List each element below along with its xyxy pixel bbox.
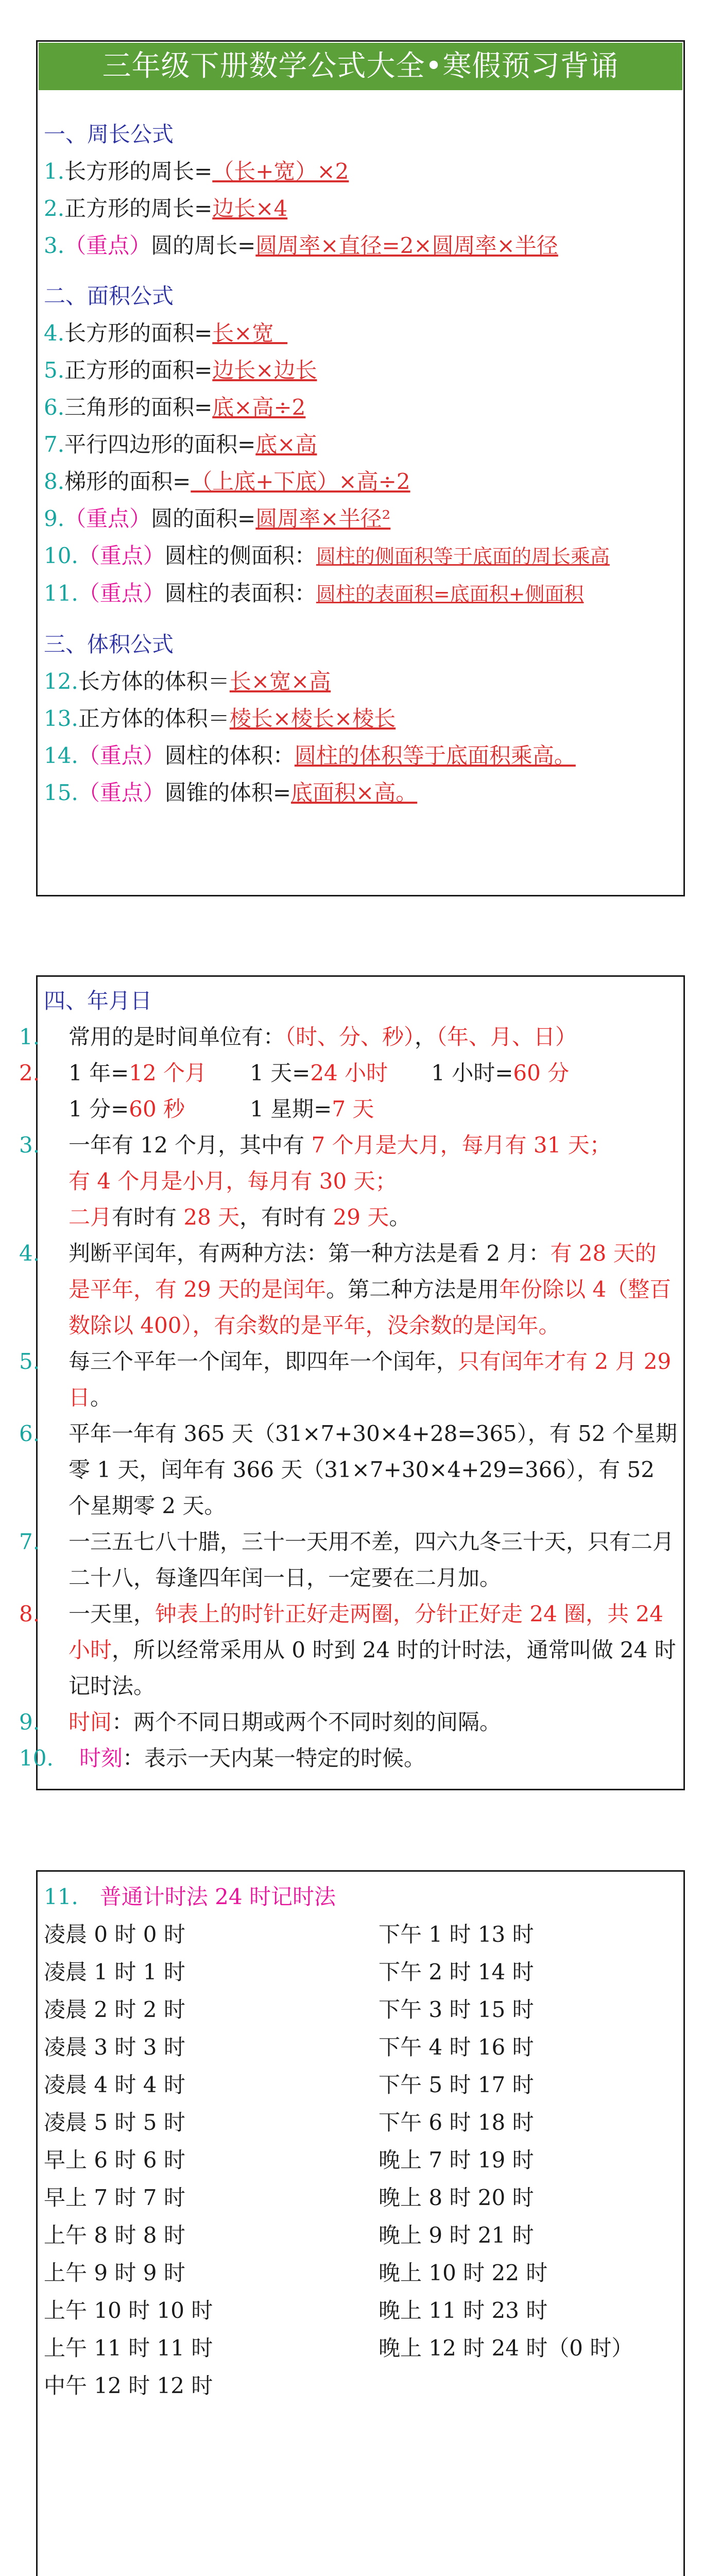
important-tag: （重点） xyxy=(78,581,165,606)
item-number: 5. xyxy=(44,358,65,383)
item-number: 4. xyxy=(44,320,65,346)
list-item xyxy=(19,1416,677,1524)
item-text: 。 xyxy=(389,1205,411,1230)
item-text: 1 天= xyxy=(250,1060,311,1086)
clock-row: 晚上 8 时 20 时 xyxy=(379,2185,534,2210)
formula-answer: （长+宽）×2 xyxy=(212,159,349,184)
item-highlight: 28 天 xyxy=(183,1205,240,1230)
section-heading-clock xyxy=(44,1878,677,1916)
item-highlight: 12 个月 xyxy=(129,1060,207,1086)
page-title: 三年级下册数学公式大全•寒假预习背诵 xyxy=(39,43,682,90)
formula-answer: 长×宽 xyxy=(212,320,288,346)
formula-card xyxy=(36,40,685,896)
formula-answer: （上底+下底）×高÷2 xyxy=(191,469,410,494)
clock-column-right xyxy=(379,1916,677,2404)
formula-label: 三角形的面积= xyxy=(64,395,213,420)
list-item xyxy=(19,1055,677,1091)
item-number: 7. xyxy=(44,432,65,457)
clock-row: 凌晨 4 时 4 时 xyxy=(44,2072,185,2097)
clock-title: 普通计时法 24 时记时法 xyxy=(99,1884,336,1909)
item-highlight: 有 28 天的是平年，有 29 天的是闰年 xyxy=(68,1241,657,1302)
item-number: 11. xyxy=(44,1884,78,1909)
section-heading-perimeter: 一、周长公式 xyxy=(44,122,174,147)
list-item xyxy=(19,1235,677,1344)
formula-item xyxy=(44,227,677,264)
item-highlight: 7 天 xyxy=(332,1096,374,1122)
clock-row: 晚上 9 时 21 时 xyxy=(379,2223,534,2248)
list-item-continued xyxy=(44,1091,677,1127)
clock-row: 凌晨 2 时 2 时 xyxy=(44,1997,185,2022)
item-text: 判断平闰年，有两种方法：第一种方法是看 2 月： xyxy=(68,1241,551,1266)
item-number: 2. xyxy=(19,1060,40,1086)
clock-row: 凌晨 1 时 1 时 xyxy=(44,1959,185,1985)
item-number: 1. xyxy=(19,1024,40,1049)
list-item xyxy=(19,1019,677,1055)
item-number: 8. xyxy=(44,469,65,494)
clock-row: 中午 12 时 12 时 xyxy=(44,2373,213,2398)
formula-item xyxy=(44,700,677,737)
formula-answer: 棱长×棱长×棱长 xyxy=(229,706,396,731)
formula-label: 长方形的周长= xyxy=(64,159,213,184)
list-item xyxy=(19,1704,677,1740)
item-highlight: 29 天 xyxy=(333,1205,389,1230)
item-highlight: 年份除以 4（整百数除以 400），有余数的是平年，没余数的是闰年。 xyxy=(68,1277,672,1338)
formula-item xyxy=(44,426,677,463)
formula-label: 正方形的周长= xyxy=(64,196,213,221)
important-tag: （重点） xyxy=(64,506,151,531)
item-text: ， xyxy=(415,1024,437,1049)
item-text: 一天里， xyxy=(68,1601,156,1626)
item-text: 每三个平年一个闰年，即四年一个闰年， xyxy=(68,1349,458,1374)
item-number: 1. xyxy=(44,159,65,184)
important-tag: （重点） xyxy=(78,543,165,568)
list-item xyxy=(19,1127,677,1235)
item-text: ，所以经常采用从 0 时到 24 时的计时法，通常叫做 24 时记时法。 xyxy=(68,1637,676,1699)
item-number: 9. xyxy=(19,1709,40,1735)
clock-row: 凌晨 5 时 5 时 xyxy=(44,2110,185,2135)
clock-row: 晚上 10 时 22 时 xyxy=(379,2260,548,2285)
clock-row: 下午 1 时 13 时 xyxy=(379,1922,534,1947)
clock-row: 上午 11 时 11 时 xyxy=(44,2335,213,2361)
item-highlight: 7 个月是大月，每月有 31 天； xyxy=(311,1132,611,1158)
formula-answer: 圆柱的体积等于底面积乘高。 xyxy=(294,743,576,768)
section-heading-volume: 三、体积公式 xyxy=(44,632,174,657)
item-highlight: 钟表上的时针正好走两圈，分针正好走 24 圈，共 24 小时 xyxy=(68,1601,663,1663)
formula-answer: 底×高 xyxy=(255,432,317,457)
item-highlight: 24 小时 xyxy=(310,1060,388,1086)
section-heading-area: 二、面积公式 xyxy=(44,283,174,309)
formula-item xyxy=(44,190,677,227)
formula-label: 平行四边形的面积= xyxy=(64,432,256,457)
formula-label: 长方形的面积= xyxy=(64,320,213,346)
item-highlight: 60 分 xyxy=(513,1060,570,1086)
clock-row: 上午 10 时 10 时 xyxy=(44,2298,213,2323)
item-number: 12. xyxy=(44,669,78,694)
formula-item xyxy=(44,352,677,389)
item-number: 11. xyxy=(44,581,78,606)
clock-column-left xyxy=(44,1916,379,2404)
formula-label: 长方体的体积＝ xyxy=(78,669,230,694)
item-text: 平年一年有 365 天（31×7+30×4+28=365），有 52 个星期零 1 天，闰年有 366 天（31×7+30×4+29=366），有 52 个星期零 2 天。 xyxy=(68,1421,677,1518)
item-highlight: 60 秒 xyxy=(129,1096,185,1122)
formula-item xyxy=(44,537,677,575)
item-text: 一年有 12 个月，其中有 xyxy=(68,1132,312,1158)
item-number: 8. xyxy=(19,1601,40,1626)
formula-item xyxy=(44,774,677,811)
list-item xyxy=(19,1740,677,1776)
formula-answer: 圆周率×直径=2×圆周率×半径 xyxy=(255,233,558,258)
formula-item xyxy=(44,500,677,537)
formula-answer: 边长×边长 xyxy=(212,358,317,383)
formula-item xyxy=(44,663,677,700)
formula-answer: 圆柱的侧面积等于底面的周长乘高 xyxy=(316,545,610,568)
item-number: 3. xyxy=(44,233,65,258)
important-tag: （重点） xyxy=(78,743,165,768)
clock-row: 晚上 12 时 24 时（0 时） xyxy=(379,2335,633,2361)
clock-row: 上午 9 时 9 时 xyxy=(44,2260,185,2285)
item-number: 2. xyxy=(44,196,65,221)
item-text: 。第二种方法是用 xyxy=(326,1277,500,1302)
clock-row: 下午 5 时 17 时 xyxy=(379,2072,534,2097)
formula-label: 梯形的面积= xyxy=(64,469,191,494)
formula-list xyxy=(38,116,683,811)
item-text: ，有时有 xyxy=(239,1205,333,1230)
list-item xyxy=(19,1344,677,1416)
item-highlight: 时刻 xyxy=(79,1745,123,1771)
clock-row: 上午 8 时 8 时 xyxy=(44,2223,185,2248)
important-tag: （重点） xyxy=(78,780,165,805)
item-number: 10. xyxy=(19,1745,54,1771)
important-tag: （重点） xyxy=(64,233,151,258)
item-number: 5. xyxy=(19,1349,40,1374)
formula-label: 圆的周长= xyxy=(151,233,256,258)
formula-answer: 边长×4 xyxy=(212,196,288,221)
formula-label: 圆锥的体积= xyxy=(164,780,291,805)
formula-item xyxy=(44,153,677,190)
item-highlight: 只有闰年才有 2 月 29 日 xyxy=(68,1349,672,1410)
clock-row: 早上 6 时 6 时 xyxy=(44,2147,185,2173)
perimeter-list xyxy=(44,153,677,264)
item-number: 7. xyxy=(19,1529,40,1554)
formula-answer: 圆柱的表面积=底面积+侧面积 xyxy=(316,583,584,605)
item-highlight: （时、分、秒） xyxy=(285,1024,415,1049)
item-number: 9. xyxy=(44,506,65,531)
formula-label: 正方形的面积= xyxy=(64,358,213,383)
clock-row: 晚上 11 时 23 时 xyxy=(379,2298,548,2323)
clock-card xyxy=(36,1870,685,2576)
clock-row: 凌晨 0 时 0 时 xyxy=(44,1922,185,1947)
item-text: 。 xyxy=(90,1385,112,1410)
formula-answer: 圆周率×半径² xyxy=(255,506,391,531)
item-text: ：表示一天内某一特定的时候。 xyxy=(123,1745,426,1771)
item-highlight: 有 4 个月是小月，每月有 30 天； xyxy=(68,1168,397,1194)
formula-label: 圆柱的表面积： xyxy=(164,581,316,606)
item-highlight: （年、月、日） xyxy=(436,1024,577,1049)
item-highlight: 时间 xyxy=(68,1709,112,1735)
clock-row: 下午 3 时 15 时 xyxy=(379,1997,534,2022)
item-number: 14. xyxy=(44,743,78,768)
item-number: 3. xyxy=(19,1132,40,1158)
formula-label: 圆柱的体积： xyxy=(164,743,295,768)
section-heading-time: 四、年月日 xyxy=(44,988,152,1013)
area-list xyxy=(44,315,677,613)
list-item xyxy=(19,1524,677,1596)
formula-answer: 底面积×高。 xyxy=(291,780,418,805)
item-text: 一三五七八十腊，三十一天用不差，四六九冬三十天，只有二月二十八，每逢四年闰一日，一定要在二月加。 xyxy=(68,1529,675,1590)
clock-table xyxy=(44,1916,677,2404)
clock-row: 早上 7 时 7 时 xyxy=(44,2185,185,2210)
item-number: 6. xyxy=(44,395,65,420)
item-number: 10. xyxy=(44,543,78,568)
formula-label: 圆的面积= xyxy=(151,506,256,531)
clock-row: 下午 4 时 16 时 xyxy=(379,2035,534,2060)
item-text: 1 星期= xyxy=(250,1096,332,1122)
item-highlight: 二月 xyxy=(68,1205,112,1230)
item-text: 1 小时= xyxy=(431,1060,513,1086)
formula-item xyxy=(44,575,677,613)
item-text: 1 年= xyxy=(68,1060,129,1086)
item-number: 6. xyxy=(19,1421,40,1446)
item-text: 1 分= xyxy=(68,1096,129,1122)
formula-answer: 长×宽×高 xyxy=(229,669,331,694)
formula-item xyxy=(44,389,677,426)
list-item xyxy=(19,1596,677,1704)
time-card xyxy=(19,975,685,1790)
item-number: 13. xyxy=(44,706,78,731)
item-text: 有时有 xyxy=(112,1205,184,1230)
item-number: 4. xyxy=(19,1241,40,1266)
volume-list xyxy=(44,663,677,811)
item-number: 15. xyxy=(44,780,78,805)
formula-label: 圆柱的侧面积： xyxy=(164,543,316,568)
formula-item xyxy=(44,315,677,352)
formula-item xyxy=(44,737,677,774)
clock-row: 凌晨 3 时 3 时 xyxy=(44,2035,185,2060)
item-text: 常用的是时间单位有： xyxy=(68,1024,285,1049)
clock-row: 晚上 7 时 19 时 xyxy=(379,2147,534,2173)
formula-item xyxy=(44,463,677,500)
formula-answer: 底×高÷2 xyxy=(212,395,306,420)
clock-row: 下午 6 时 18 时 xyxy=(379,2110,534,2135)
item-text: ：两个不同日期或两个不同时刻的间隔。 xyxy=(112,1709,502,1735)
formula-label: 正方体的体积＝ xyxy=(78,706,230,731)
clock-row: 下午 2 时 14 时 xyxy=(379,1959,534,1985)
